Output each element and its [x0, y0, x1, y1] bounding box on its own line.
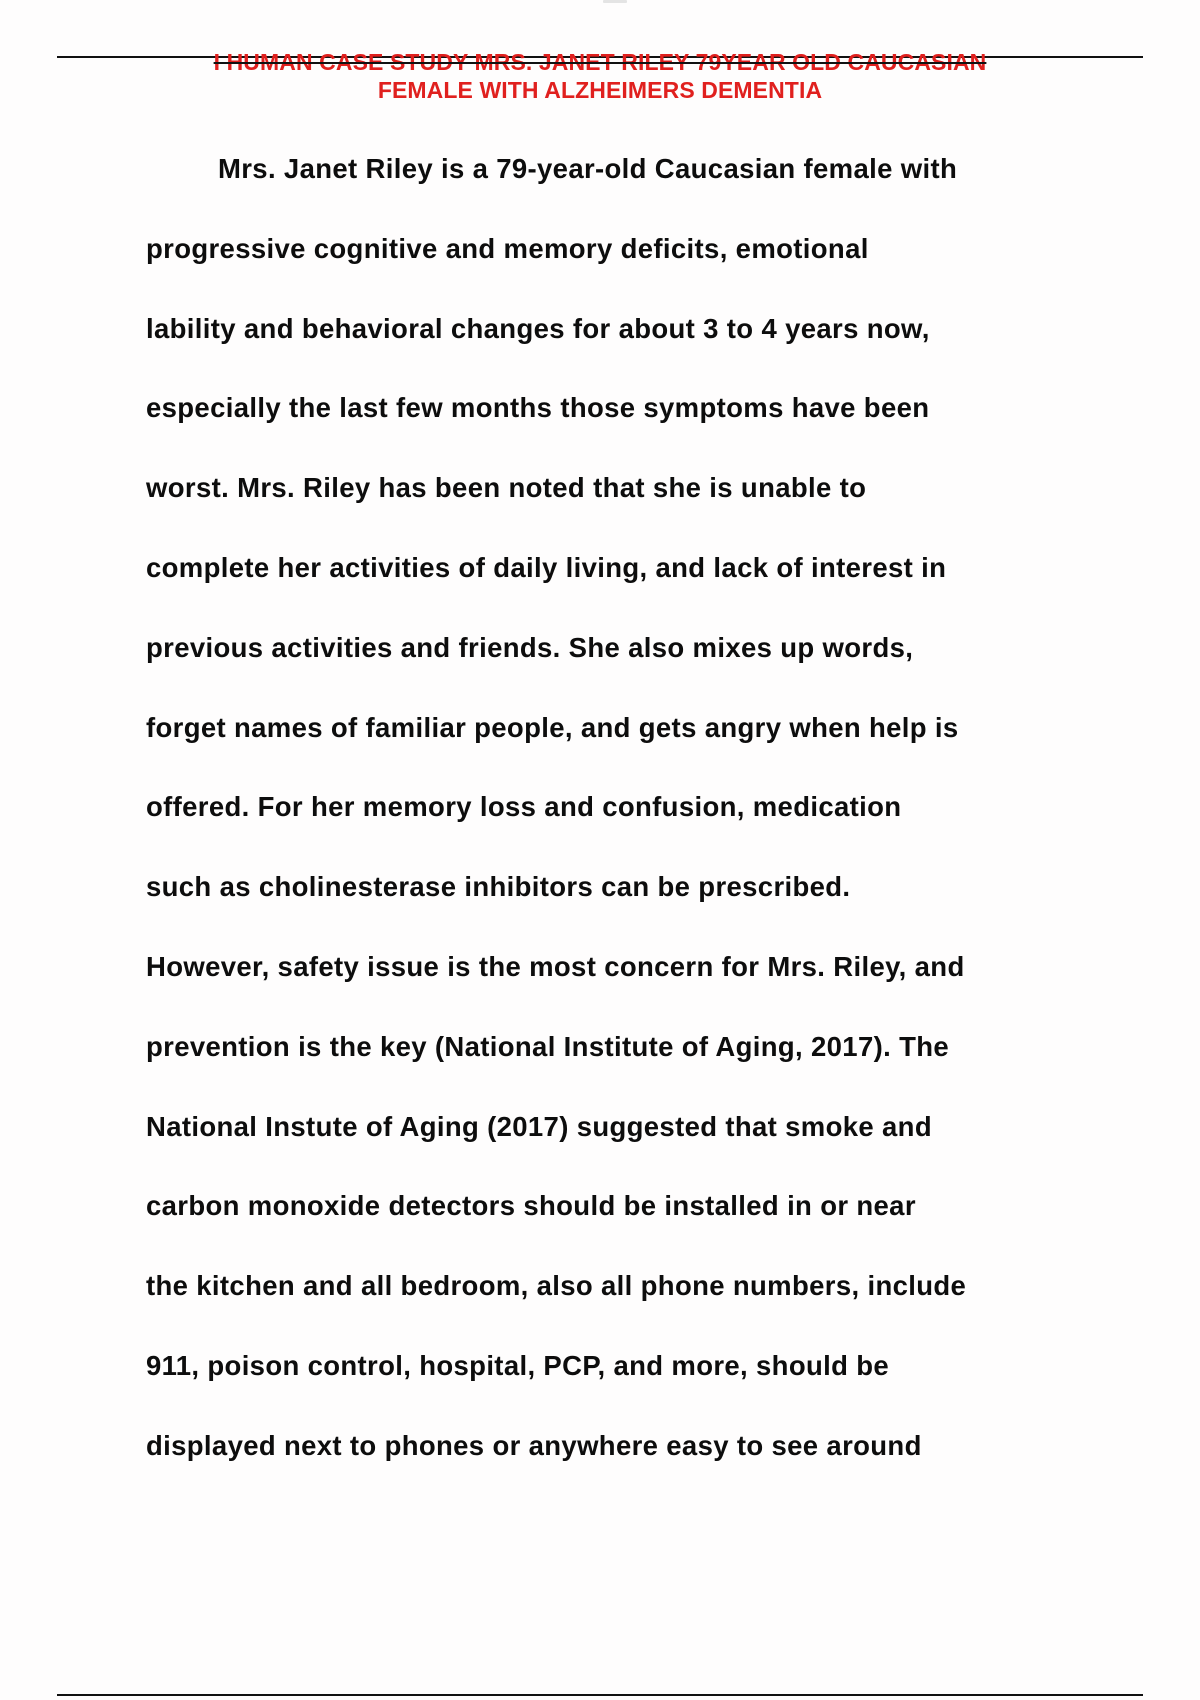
paragraph-line: Mrs. Janet Riley is a 79-year-old Caucasian female with: [218, 153, 958, 184]
paragraph-line: lability and behavioral changes for about 3 to 4 years now,: [146, 312, 930, 344]
top-scroll-marker: [603, 0, 627, 3]
paragraph-line: carbon monoxide detectors should be installed in or near: [146, 1190, 916, 1222]
paragraph-line: complete her activities of daily living, and lack of interest in: [146, 551, 947, 583]
paragraph-line: especially the last few months those symptoms have been: [146, 392, 930, 424]
paragraph-line: prevention is the key (National Institute of Aging, 2017). The: [146, 1030, 950, 1062]
paragraph-line: 911, poison control, hospital, PCP, and more, should be: [146, 1349, 890, 1381]
paragraph-line: the kitchen and all bedroom, also all phone numbers, include: [146, 1270, 967, 1302]
paragraph-line: displayed next to phones or anywhere easy to see around: [146, 1429, 922, 1461]
document-title: [100, 48, 1100, 104]
paragraph-line: progressive cognitive and memory deficits, emotional: [146, 232, 869, 264]
title-line-1: I HUMAN CASE STUDY MRS. JANET RILEY 79YEAR OLD CAUCASIAN: [213, 49, 987, 75]
footer-rule: [57, 1694, 1143, 1696]
title-line-2: FEMALE WITH ALZHEIMERS DEMENTIA: [377, 77, 823, 103]
paragraph-line: previous activities and friends. She also mixes up words,: [146, 631, 914, 663]
paragraph-line: forget names of familiar people, and gets angry when help is: [146, 711, 959, 743]
paragraph-line: such as cholinesterase inhibitors can be prescribed.: [146, 871, 851, 903]
paragraph-line: However, safety issue is the most concern for Mrs. Riley, and: [146, 950, 965, 982]
body-paragraph: [146, 136, 1096, 1493]
paragraph-line: National Instute of Aging (2017) suggested that smoke and: [146, 1110, 932, 1142]
paragraph-line: worst. Mrs. Riley has been noted that she is unable to: [146, 472, 867, 504]
paragraph-line: offered. For her memory loss and confusion, medication: [146, 791, 902, 823]
